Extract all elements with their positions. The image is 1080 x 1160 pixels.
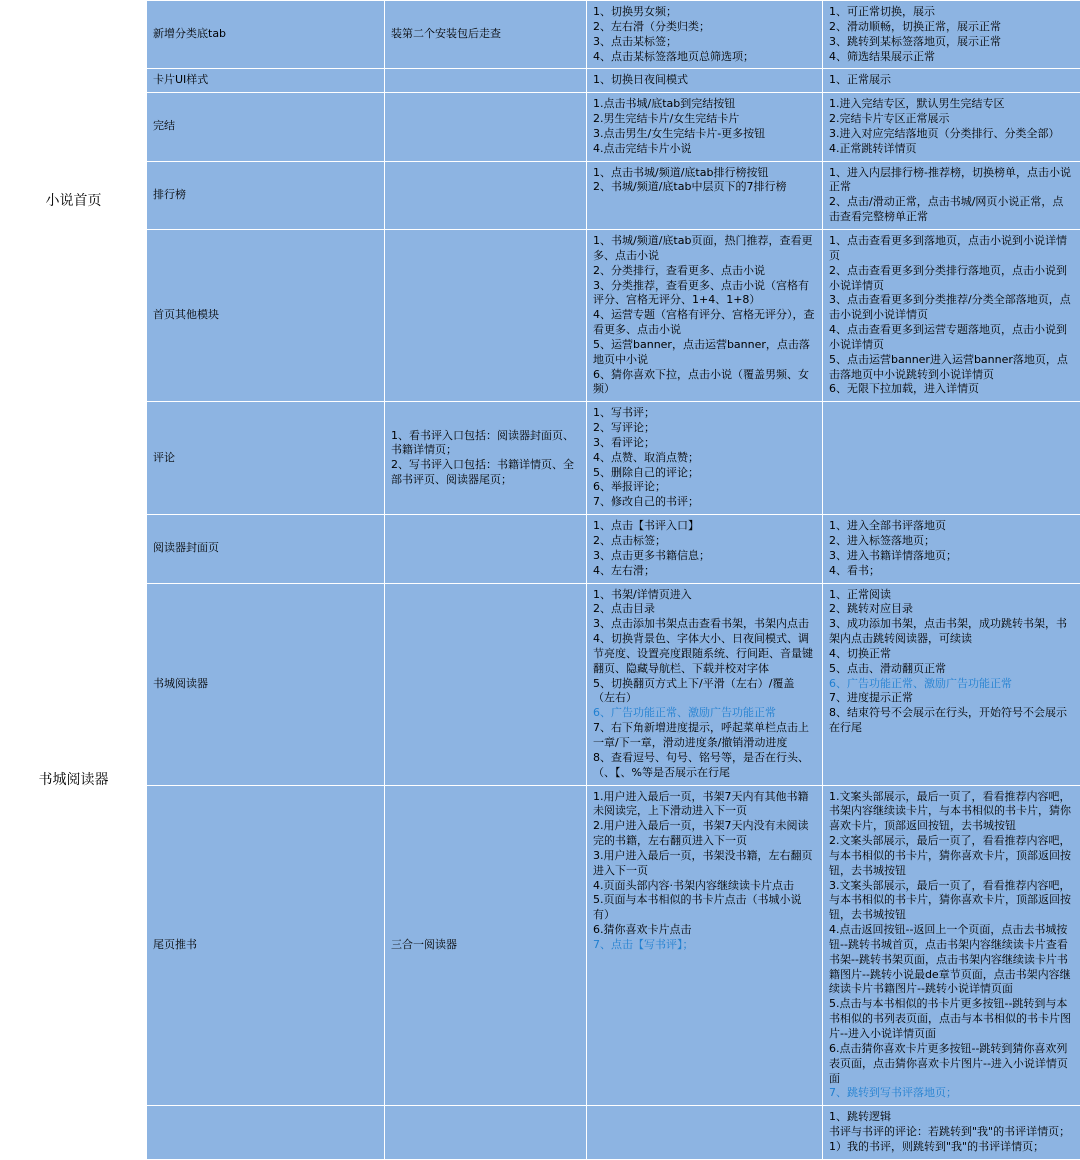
text-line: 1、书城/频道/底tab页面，热门推荐，查看更多、点击小说 (593, 234, 816, 264)
module-cell (147, 69, 385, 93)
text-line: 4、切换背景色、字体大小、日夜间模式、调节亮度、设置亮度跟随系统、行间距、音量键翻页、隐藏导航栏、下载并校对字体 (593, 632, 816, 677)
expect-cell (823, 229, 1080, 401)
steps-cell (587, 69, 823, 93)
note-cell (385, 161, 587, 229)
text-line: 7、进度提示正常 (829, 691, 1074, 706)
text-line: 2、点击查看更多到分类排行落地页，点击小说到小说详情页 (829, 264, 1074, 294)
text-line: 3.点击男生/女生完结卡片-更多按钮 (593, 127, 816, 142)
text-line: 5.点击与本书相似的书卡片更多按钮--跳转到与本书相似的书列表页面，点击与本书相似的书卡片图片--进入小说详情页面 (829, 997, 1074, 1042)
module-cell (147, 161, 385, 229)
text-line: 2、跳转对应目录 (829, 602, 1074, 617)
table-row (1, 161, 1080, 229)
text-line: 1.点击书城/底tab到完结按钮 (593, 97, 816, 112)
text-line: 尾页推书 (153, 938, 378, 953)
text-line: 1.进入完结专区，默认男生完结专区 (829, 97, 1074, 112)
table-row (1, 583, 1080, 785)
text-line: 2、分类排行，查看更多、点击小说 (593, 264, 816, 279)
table-row (1, 229, 1080, 401)
module-cell (147, 583, 385, 785)
text-line: 7、修改自己的书评； (593, 495, 816, 510)
text-line: 1、进入内层排行榜-推荐榜，切换榜单，点击小说正常 (829, 166, 1074, 196)
table-row (1, 402, 1080, 515)
text-line: 5、点击、滑动翻页正常 (829, 662, 1074, 677)
text-line: 6、举报评论； (593, 480, 816, 495)
text-line: 1、正常展示 (829, 73, 1074, 88)
text-line: 5、运营banner，点击运营banner，点击落地页中小说 (593, 338, 816, 368)
table-row (1, 93, 1080, 161)
text-line: 4.点击完结卡片小说 (593, 142, 816, 157)
text-line: 1、看书评入口包括：阅读器封面页、书籍详情页； (391, 429, 580, 459)
text-line: 1、书架/详情页进入 (593, 588, 816, 603)
text-line: 2.文案头部展示，最后一页了，看看推荐内容吧，与本书相似的书卡片，猜你喜欢卡片，顶部返回按钮，去书城按钮 (829, 834, 1074, 879)
text-line: 2、点击目录 (593, 602, 816, 617)
text-line: 评论 (153, 451, 378, 466)
text-line: 1）我的书评，则跳转到"我"的书评详情页； (829, 1140, 1074, 1155)
category-cell: 书城阅读器 (1, 402, 147, 1160)
steps-cell (587, 1106, 823, 1160)
note-cell (385, 402, 587, 515)
text-line: 4.页面头部内容·书架内容继续读卡片点击 (593, 879, 816, 894)
text-line: 2、滑动顺畅，切换正常，展示正常 (829, 20, 1074, 35)
expect-cell (823, 69, 1080, 93)
text-line: 6.点击猜你喜欢卡片更多按钮--跳转到猜你喜欢列表页面，点击猜你喜欢卡片图片--进入小说详情页面 (829, 1042, 1074, 1087)
module-cell (147, 1106, 385, 1160)
text-line: 4.正常跳转详情页 (829, 142, 1074, 157)
text-line: 4、点击查看更多到运营专题落地页，点击小说到小说详情页 (829, 323, 1074, 353)
module-cell (147, 402, 385, 515)
expect-cell (823, 515, 1080, 583)
text-line: 3、跳转到某标签落地页，展示正常 (829, 35, 1074, 50)
text-line: 卡片UI样式 (153, 73, 378, 88)
steps-cell (587, 785, 823, 1106)
steps-cell (587, 583, 823, 785)
module-cell (147, 229, 385, 401)
text-line: 2、左右滑（分类归类； (593, 20, 816, 35)
text-line: 1、点击查看更多到落地页，点击小说到小说详情页 (829, 234, 1074, 264)
text-line: 4、看书； (829, 564, 1074, 579)
text-line: 1、跳转逻辑 (829, 1110, 1074, 1125)
steps-cell (587, 93, 823, 161)
text-line: 2、写书评入口包括：书籍详情页、全部书评页、阅读器尾页； (391, 458, 580, 488)
expect-cell (823, 583, 1080, 785)
text-line: 1、可正常切换，展示 (829, 5, 1074, 20)
expect-cell (823, 161, 1080, 229)
text-line: 2.用户进入最后一页，书架7天内没有未阅读完的书籍，左右翻页进入下一页 (593, 819, 816, 849)
text-line: 4、点赞、取消点赞； (593, 451, 816, 466)
text-line: 阅读器封面页 (153, 541, 378, 556)
steps-cell (587, 161, 823, 229)
steps-cell (587, 229, 823, 401)
table-row (1, 785, 1080, 1106)
module-cell (147, 515, 385, 583)
text-line: 4、左右滑； (593, 564, 816, 579)
table-row (1, 1, 1080, 69)
text-line: 1、正常阅读 (829, 588, 1074, 603)
text-line: 3、点击更多书籍信息； (593, 549, 816, 564)
text-line: 3、看评论； (593, 436, 816, 451)
text-line: 3、成功添加书架，点击书架，成功跳转书架，书架内点击跳转阅读器，可续读 (829, 617, 1074, 647)
text-line: 1.用户进入最后一页，书架7天内有其他书籍未阅读完，上下滑动进入下一页 (593, 790, 816, 820)
expect-cell (823, 785, 1080, 1106)
text-line: 4、切换正常 (829, 647, 1074, 662)
text-line: 装第二个安装包后走查 (391, 27, 580, 42)
note-cell (385, 229, 587, 401)
text-line: 1、切换男女频； (593, 5, 816, 20)
table-row (1, 515, 1080, 583)
note-cell (385, 583, 587, 785)
note-cell (385, 1, 587, 69)
text-line: 4.点击返回按钮--返回上一个页面，点击去书城按钮--跳转书城首页，点击书架内容继续读卡片查看书架--跳转书架页面，点击书架内容继续读卡片书籍图片--跳转小说最de章节页面，点击书架内容继续读卡片书籍图片--跳转小说详情页面 (829, 923, 1074, 997)
text-line: 1、切换日夜间模式 (593, 73, 816, 88)
text-line: 3、分类推荐，查看更多、点击小说（宫格有评分、宫格无评分、1+4、1+8） (593, 279, 816, 309)
category-cell: 小说首页 (1, 1, 147, 402)
module-cell (147, 93, 385, 161)
text-line: 3、点击某标签； (593, 35, 816, 50)
text-line: 4、点击某标签落地页总筛选项； (593, 50, 816, 65)
note-cell (385, 1106, 587, 1160)
text-line: 2、点击/滑动正常，点击书城/网页小说正常，点击查看完整榜单正常 (829, 195, 1074, 225)
text-line: 7、右下角新增进度提示，呼起菜单栏点击上一章/下一章，滑动进度条/撤销滑动进度 (593, 721, 816, 751)
expect-cell (823, 1106, 1080, 1160)
text-line: 4、运营专题（宫格有评分、宫格无评分），查看更多、点击小说 (593, 308, 816, 338)
text-line: 3.用户进入最后一页，书架没书籍，左右翻页进入下一页 (593, 849, 816, 879)
text-line: 三合一阅读器 (391, 938, 580, 953)
text-line: 6、无限下拉加载，进入详情页 (829, 382, 1074, 397)
steps-cell (587, 402, 823, 515)
text-line: 5、删除自己的评论； (593, 466, 816, 481)
text-line: 2、进入标签落地页； (829, 534, 1074, 549)
text-line: 排行榜 (153, 188, 378, 203)
text-line: 1、进入全部书评落地页 (829, 519, 1074, 534)
text-line: 1、写书评； (593, 406, 816, 421)
module-cell (147, 1, 385, 69)
text-line: 8、结束符号不会展示在行头，开始符号不会展示在行尾 (829, 706, 1074, 736)
text-line: 6、广告功能正常、激励广告功能正常 (829, 677, 1074, 692)
expect-cell (823, 402, 1080, 515)
text-line: 2、书城/频道/底tab中层页下的7排行榜 (593, 180, 816, 195)
text-line: 2.完结卡片专区正常展示 (829, 112, 1074, 127)
text-line: 书评与书评的评论：若跳转到"我"的书评详情页； (829, 1125, 1074, 1140)
text-line: 首页其他模块 (153, 308, 378, 323)
text-line: 2.男生完结卡片/女生完结卡片 (593, 112, 816, 127)
text-line: 3、进入书籍详情落地页； (829, 549, 1074, 564)
note-cell (385, 69, 587, 93)
steps-cell (587, 1, 823, 69)
expect-cell (823, 1, 1080, 69)
text-line: 6.猜你喜欢卡片点击 (593, 923, 816, 938)
text-line: 6、广告功能正常、激励广告功能正常 (593, 706, 816, 721)
text-line: 书城阅读器 (153, 677, 378, 692)
text-line: 完结 (153, 119, 378, 134)
table-row (1, 69, 1080, 93)
text-line: 5.页面与本书相似的书卡片点击（书城小说有） (593, 893, 816, 923)
text-line: 6、猜你喜欢下拉，点击小说（覆盖男频、女频） (593, 368, 816, 398)
module-cell (147, 785, 385, 1106)
text-line: 3、点击查看更多到分类推荐/分类全部落地页，点击小说到小说详情页 (829, 293, 1074, 323)
table-row (1, 1106, 1080, 1160)
text-line: 2、点击标签； (593, 534, 816, 549)
text-line: 3、点击添加书架点击查看书架，书架内点击 (593, 617, 816, 632)
text-line: 5、点击运营banner进入运营banner落地页，点击落地页中小说跳转到小说详情页 (829, 353, 1074, 383)
text-line: 1、点击【书评入口】 (593, 519, 816, 534)
text-line: 2、写评论； (593, 421, 816, 436)
text-line: 8、查看逗号、句号、铭号等，是否在行头、（、【、%等是否展示在行尾 (593, 751, 816, 781)
expect-cell (823, 93, 1080, 161)
text-line: 7、点击【写书评】； (593, 938, 816, 953)
note-cell (385, 785, 587, 1106)
text-line: 1、点击书城/频道/底tab排行榜按钮 (593, 166, 816, 181)
steps-cell (587, 515, 823, 583)
text-line: 7、跳转到写书评落地页； (829, 1086, 1074, 1101)
text-line: 1.文案头部展示，最后一页了，看看推荐内容吧，书架内容继续读卡片，与本书相似的书卡片，猜你喜欢卡片，顶部返回按钮，去书城按钮 (829, 790, 1074, 835)
text-line: 4、筛选结果展示正常 (829, 50, 1074, 65)
note-cell (385, 93, 587, 161)
text-line: 3.进入对应完结落地页（分类排行、分类全部） (829, 127, 1074, 142)
note-cell (385, 515, 587, 583)
text-line: 新增分类底tab (153, 27, 378, 42)
text-line: 5、切换翻页方式上下/平滑（左右）/覆盖（左右） (593, 677, 816, 707)
text-line: 3.文案头部展示，最后一页了，看看推荐内容吧，与本书相似的书卡片，猜你喜欢卡片，顶部返回按钮，去书城按钮 (829, 879, 1074, 924)
